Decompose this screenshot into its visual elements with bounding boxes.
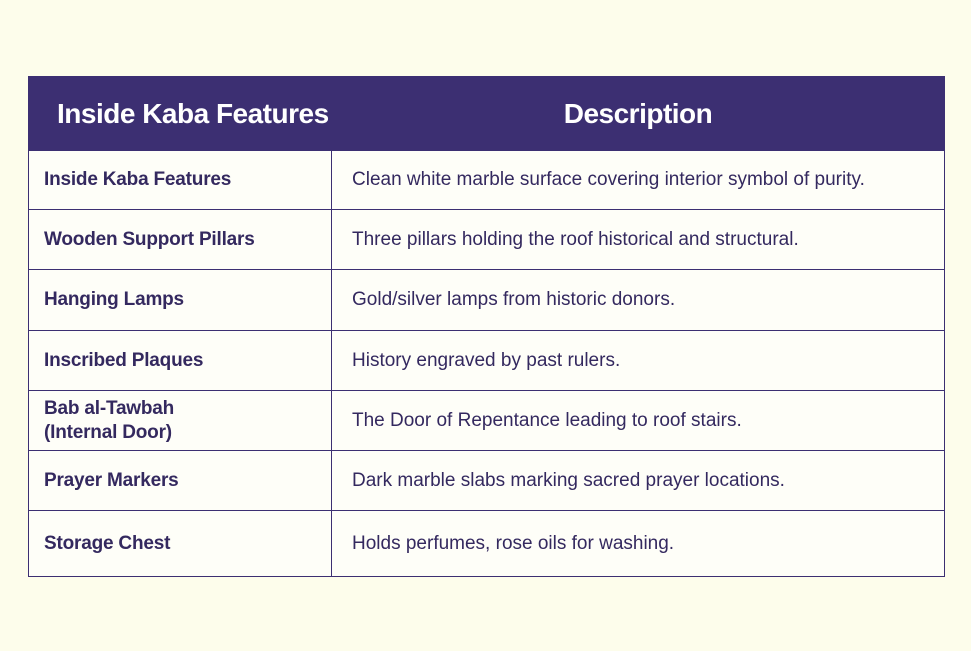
table-row (29, 331, 945, 391)
table-row (29, 391, 945, 451)
table-row (29, 270, 945, 331)
column-header-description: Description (332, 77, 945, 151)
table-row (29, 511, 945, 577)
feature-cell: Inscribed Plaques (29, 331, 332, 391)
table-row (29, 451, 945, 511)
features-table-container (28, 76, 944, 577)
description-cell: Holds perfumes, rose oils for washing. (332, 511, 945, 577)
description-cell: History engraved by past rulers. (332, 331, 945, 391)
feature-cell: Inside Kaba Features (29, 151, 332, 210)
description-cell: Gold/silver lamps from historic donors. (332, 270, 945, 331)
table-header-row (29, 77, 945, 151)
description-cell: Clean white marble surface covering interior symbol of purity. (332, 151, 945, 210)
features-table (28, 76, 945, 577)
feature-cell: Prayer Markers (29, 451, 332, 511)
column-header-features: Inside Kaba Features (29, 77, 332, 151)
table-row (29, 151, 945, 210)
feature-cell: Bab al-Tawbah (Internal Door) (29, 391, 332, 451)
feature-cell: Hanging Lamps (29, 270, 332, 331)
feature-cell: Storage Chest (29, 511, 332, 577)
description-cell: The Door of Repentance leading to roof stairs. (332, 391, 945, 451)
description-cell: Dark marble slabs marking sacred prayer locations. (332, 451, 945, 511)
description-cell: Three pillars holding the roof historical and structural. (332, 210, 945, 270)
table-row (29, 210, 945, 270)
feature-cell: Wooden Support Pillars (29, 210, 332, 270)
